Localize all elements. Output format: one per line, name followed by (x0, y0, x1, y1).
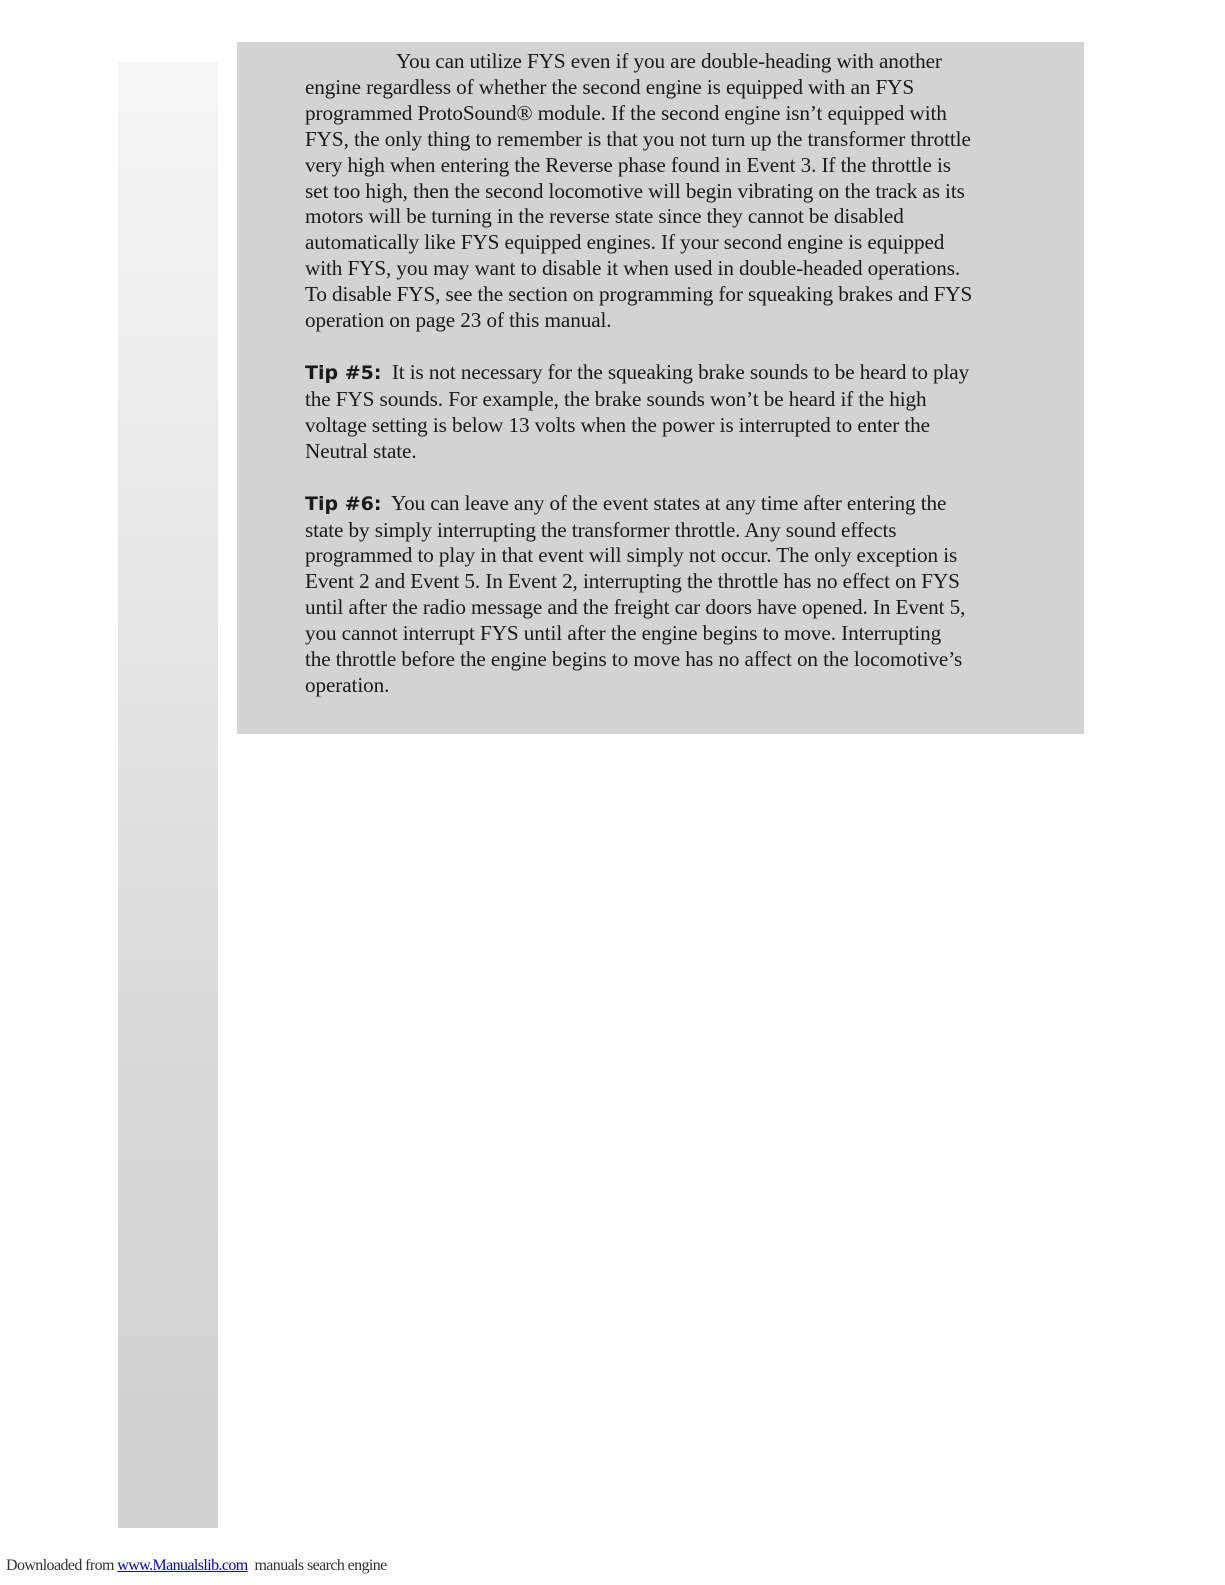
download-footer (6, 1557, 387, 1575)
intro-line: You can utilize FYS even if you are double-heading with another (396, 49, 942, 73)
tip-5-first-line (305, 360, 1014, 387)
intro-line: To disable FYS, see the section on programming for squeaking brakes and FYS (305, 282, 973, 307)
tip-6-first-line (305, 491, 1014, 518)
tip-5-line: Neutral state. (305, 438, 417, 463)
tip-6-line: operation. (305, 672, 390, 697)
tip-6-line: until after the radio message and the freight car doors have opened. In Event 5, (305, 595, 966, 620)
intro-line: programmed ProtoSound® module. If the second engine isn’t equipped with (305, 100, 947, 125)
intro-line: FYS, the only thing to remember is that you not turn up the transformer throttle (305, 126, 971, 151)
tip-6-line: the throttle before the engine begins to move has no affect on the locomotive’s (305, 647, 963, 672)
tip-6-line: Event 2 and Event 5. In Event 2, interrupting the throttle has no effect on FYS (305, 569, 960, 594)
tip-5-paragraph (305, 360, 1014, 465)
decorative-side-bar (118, 62, 218, 1528)
manualslib-link[interactable]: www.Manualslib.com (117, 1557, 248, 1574)
tip-5-label: Tip #5: (305, 361, 382, 384)
tip-6-text: You can leave any of the event states at any time after entering the (381, 490, 947, 515)
intro-line: automatically like FYS equipped engines. If your second engine is equipped (305, 230, 945, 255)
intro-line: set too high, then the second locomotive will begin vibrating on the track as its (305, 178, 965, 203)
tip-5-text: It is not necessary for the squeaking brake sounds to be heard to play (381, 359, 970, 384)
footer-suffix: manuals search engine (247, 1557, 387, 1574)
tip-6-line: programmed to play in that event will simply not occur. The only exception is (305, 543, 958, 568)
content-box (237, 42, 1084, 734)
intro-line: operation on page 23 of this manual. (305, 308, 612, 333)
footer-prefix: Downloaded from (6, 1557, 118, 1574)
tip-5-line: voltage setting is below 13 volts when the power is interrupted to enter the (305, 412, 930, 437)
intro-line: motors will be turning in the reverse state since they cannot be disabled (305, 204, 904, 229)
tip-5-line: the FYS sounds. For example, the brake sounds won’t be heard if the high (305, 386, 927, 411)
tip-6-line: state by simply interrupting the transformer throttle. Any sound effects (305, 517, 897, 542)
intro-line: with FYS, you may want to disable it when used in double-headed operations. (305, 256, 961, 281)
tip-6-line: you cannot interrupt FYS until after the engine begins to move. Interrupting (305, 621, 942, 646)
intro-line: very high when entering the Reverse phase found in Event 3. If the throttle is (305, 152, 951, 177)
tip-6-label: Tip #6: (305, 492, 382, 515)
intro-paragraph (305, 49, 1014, 334)
tip-6-paragraph (305, 491, 1014, 699)
intro-line: engine regardless of whether the second engine is equipped with an FYS (305, 74, 915, 99)
